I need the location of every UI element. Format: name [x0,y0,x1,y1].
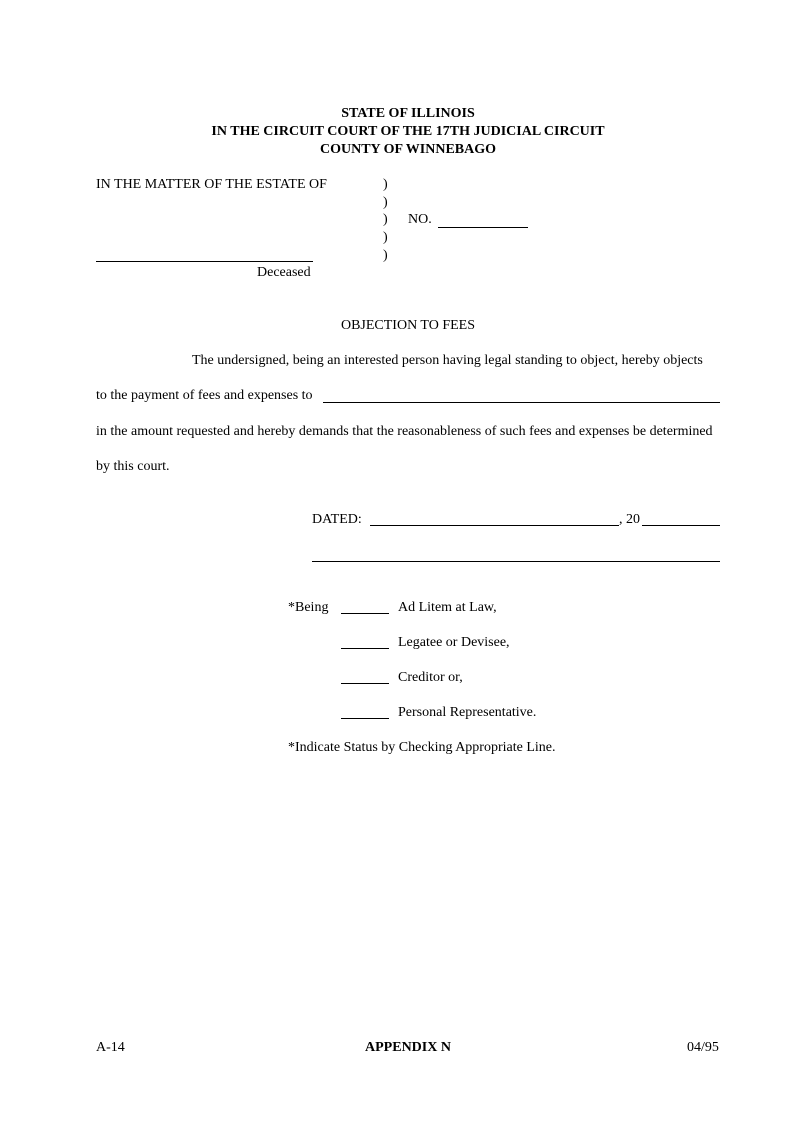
case-number-label: NO. [408,212,432,227]
status-note: *Indicate Status by Checking Appropriate Line. [288,740,556,755]
status-checkline-ad-litem[interactable] [341,613,389,614]
year-prefix: , 20 [619,512,640,527]
status-checkline-legatee[interactable] [341,648,389,649]
caption-paren: ) [383,230,388,245]
status-checkline-personal-rep[interactable] [341,718,389,719]
payee-field[interactable] [323,402,720,403]
body-line-1: The undersigned, being an interested person having legal standing to object, hereby objects [192,353,703,368]
decedent-name-field[interactable] [96,261,313,262]
status-option-ad-litem: Ad Litem at Law, [398,600,497,615]
estate-matter-label: IN THE MATTER OF THE ESTATE OF [96,177,327,192]
body-line-3: in the amount requested and hereby demands that the reasonableness of such fees and expenses be determined [96,424,713,439]
status-option-legatee: Legatee or Devisee, [398,635,510,650]
document-title: OBJECTION TO FEES [340,318,476,333]
caption-paren: ) [383,195,388,210]
caption-paren: ) [383,248,388,263]
dated-label: DATED: [312,512,362,527]
status-option-personal-rep: Personal Representative. [398,705,537,720]
caption-paren: ) [383,177,388,192]
date-field[interactable] [370,525,619,526]
signature-line[interactable] [312,561,720,562]
caption-paren: ) [383,212,388,227]
footer-date: 04/95 [687,1040,719,1055]
status-prefix: *Being [288,600,329,615]
footer-appendix: APPENDIX N [365,1040,451,1055]
status-option-creditor: Creditor or, [398,670,463,685]
status-checkline-creditor[interactable] [341,683,389,684]
case-number-field[interactable] [438,227,528,228]
body-line-2: to the payment of fees and expenses to [96,388,313,403]
header-court: IN THE CIRCUIT COURT OF THE 17TH JUDICIAL CIRCUIT [211,124,605,139]
year-field[interactable] [642,525,720,526]
deceased-label: Deceased [257,265,311,280]
footer-page-number: A-14 [96,1040,125,1055]
header-county: COUNTY OF WINNEBAGO [319,142,497,157]
header-state: STATE OF ILLINOIS [341,106,475,121]
body-line-4: by this court. [96,459,170,474]
